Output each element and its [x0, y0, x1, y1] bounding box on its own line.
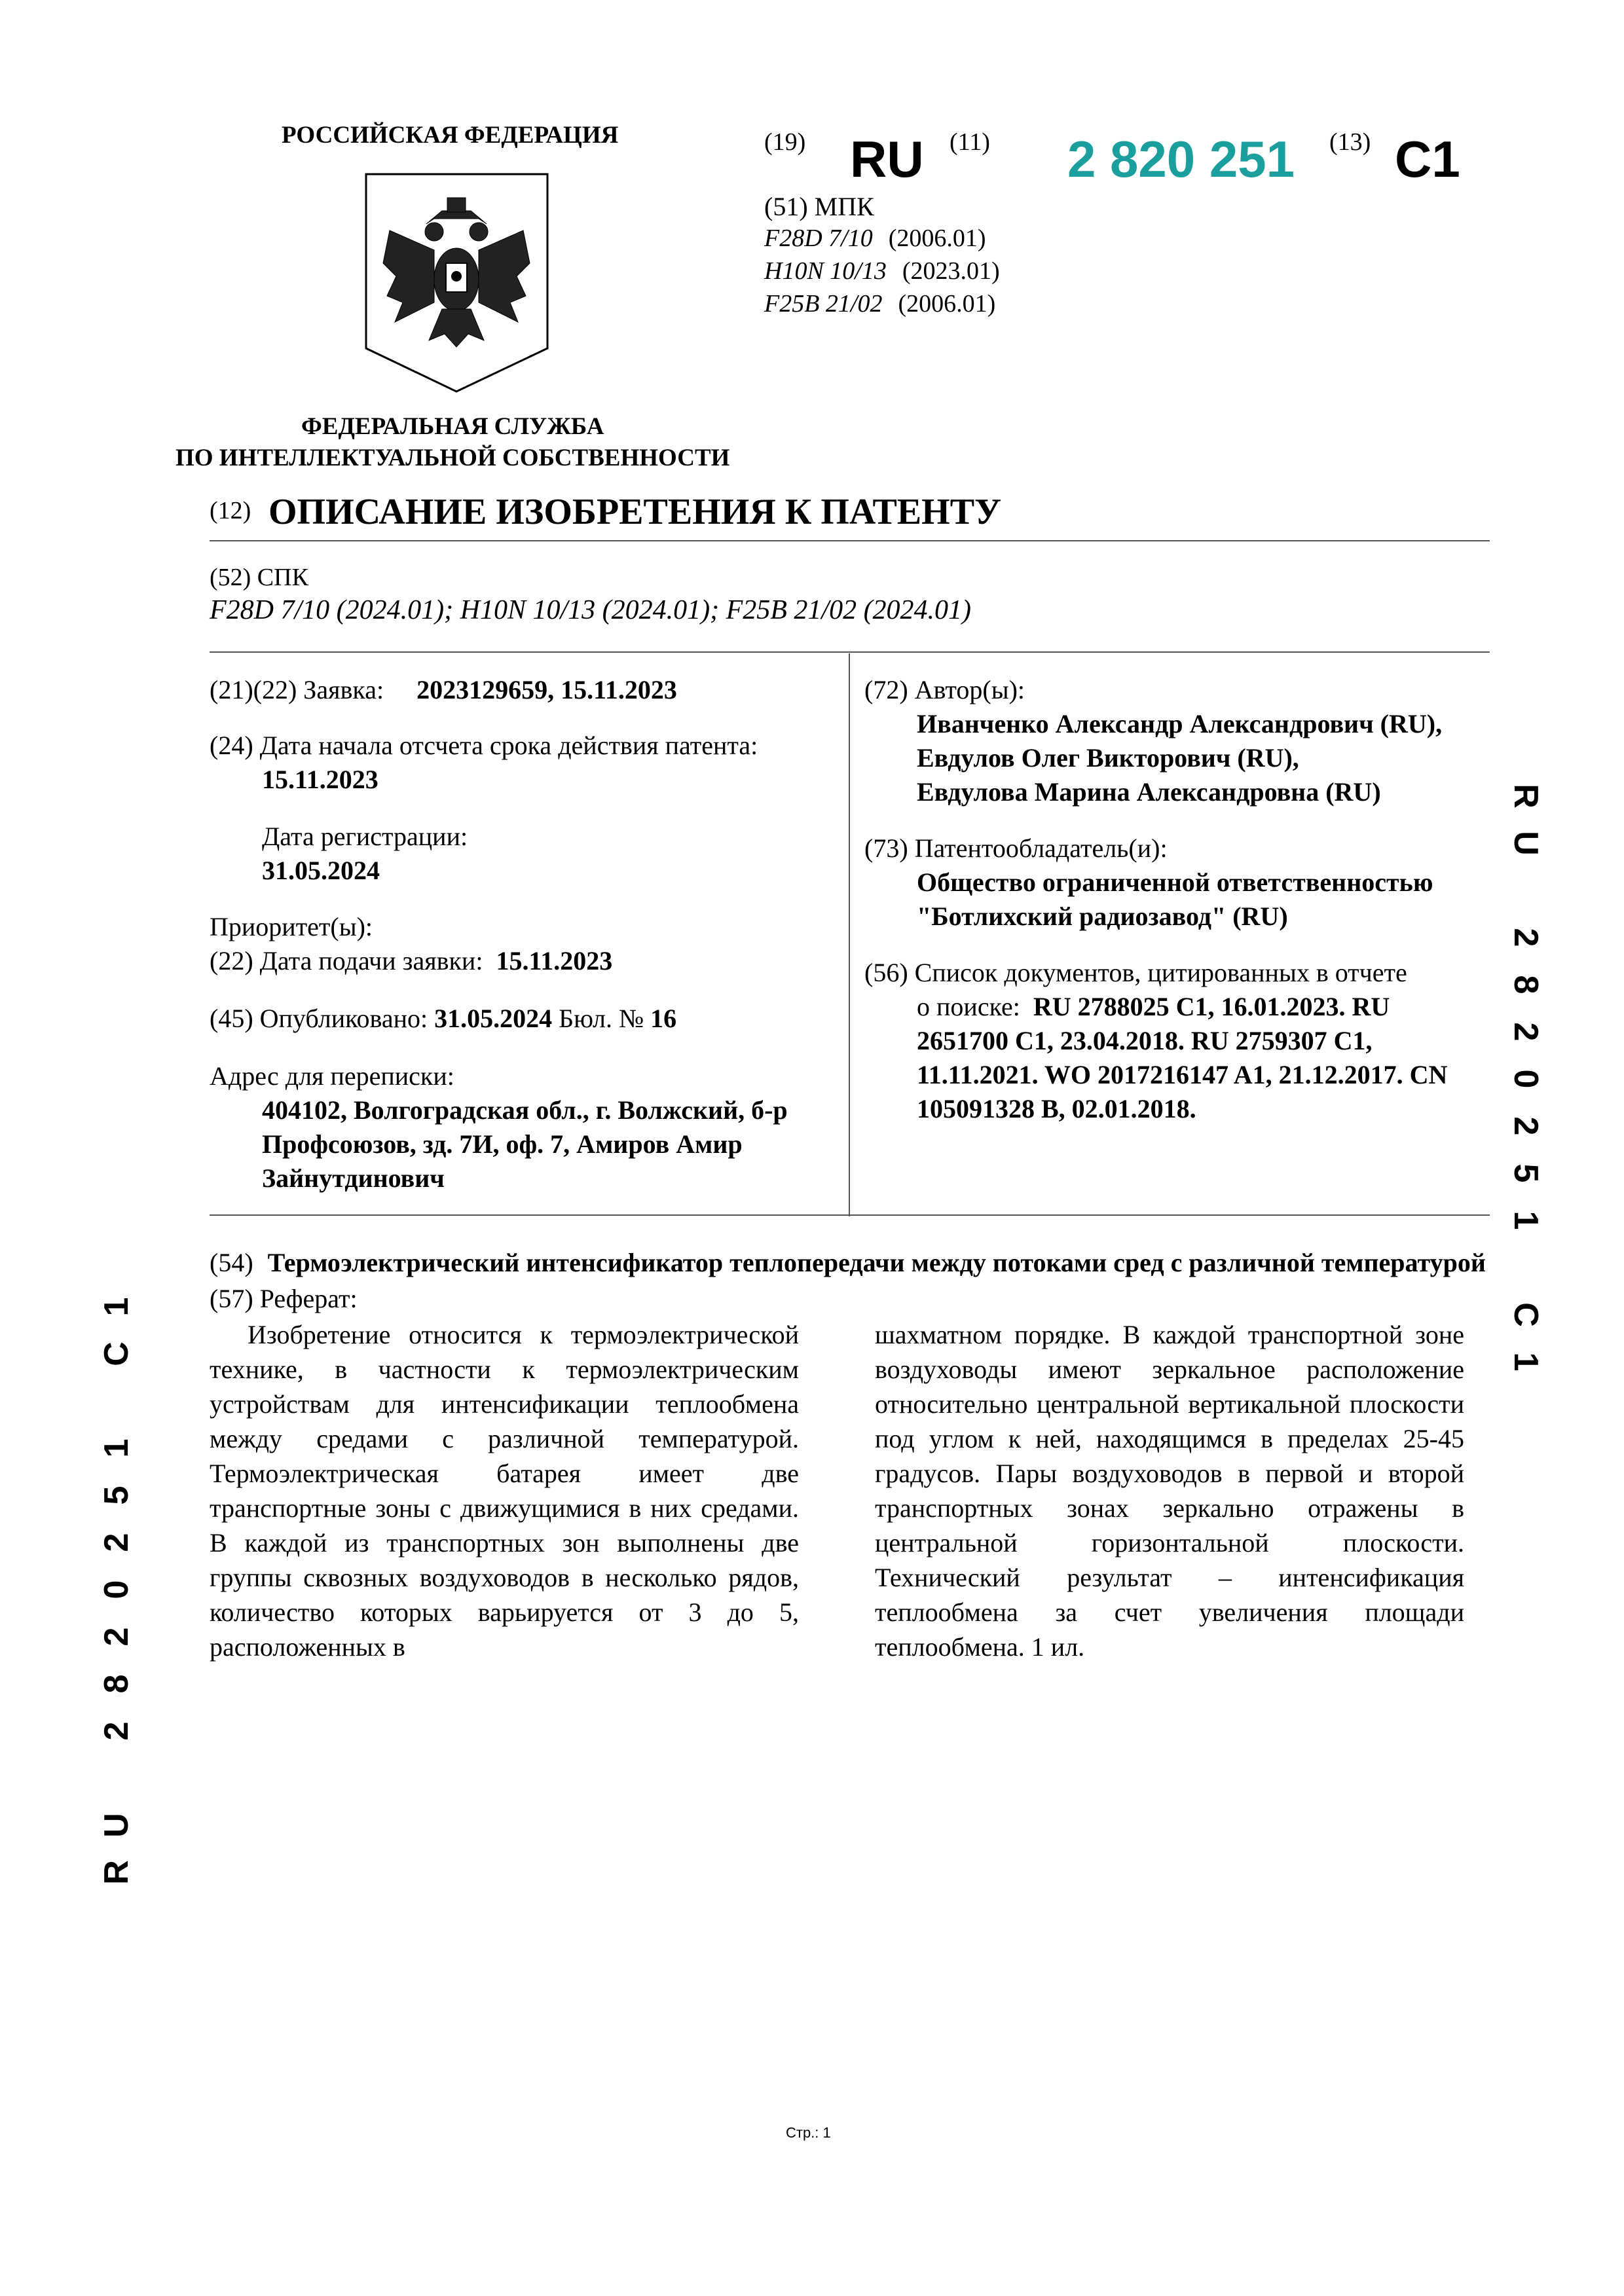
author-name: Евдулова Марина Александровна (RU) — [917, 777, 1381, 807]
divider — [210, 1214, 1490, 1216]
cited-line — [864, 990, 1390, 1024]
cited-line: 11.11.2021. WO 2017216147 A1, 21.12.2017. CN — [917, 1060, 1448, 1089]
ipc-version: (2006.01) — [898, 290, 996, 318]
divider — [210, 540, 1490, 541]
page-number: Стр.: 1 — [786, 2124, 831, 2141]
holder-label: (73) Патентообладатель(и): — [864, 833, 1168, 863]
ipc-row — [764, 289, 995, 318]
side-char — [93, 1381, 140, 1421]
abstract-column-right — [875, 1317, 1464, 1664]
side-char: C — [98, 1341, 136, 1366]
bulletin-label: Бюл. № — [559, 1004, 644, 1033]
ipc-version: (2006.01) — [888, 225, 986, 252]
ipc-row — [764, 257, 1000, 285]
patent-number: 2 820 251 — [1067, 130, 1295, 188]
abstract-label: (57) Реферат: — [210, 1284, 358, 1313]
coat-of-arms-icon — [363, 172, 550, 394]
bulletin-value: 16 — [650, 1004, 677, 1033]
authors-label: (72) Автор(ы): — [864, 675, 1025, 704]
filing-field — [210, 944, 612, 978]
doc-code: (12) — [210, 497, 251, 524]
side-char: U — [98, 1813, 136, 1838]
country-code: RU — [850, 130, 924, 188]
ipc-row — [764, 224, 986, 253]
author-name: Евдулов Олег Викторович (RU), — [917, 743, 1299, 773]
cited-line: 105091328 B, 02.01.2018. — [917, 1094, 1196, 1123]
application-field — [210, 673, 677, 707]
side-char — [93, 1758, 140, 1798]
side-char: 1 — [1507, 1352, 1545, 1372]
column-divider — [849, 653, 850, 1216]
address-line: 404102, Волгоградская обл., г. Волжский, б-р — [262, 1095, 788, 1125]
side-char: 1 — [1507, 1211, 1545, 1230]
title-text: Термоэлектрический интенсификатор теплопередачи между потоками сред с различной температурой — [267, 1248, 1486, 1277]
side-char: 0 — [1507, 1069, 1545, 1089]
divider — [210, 651, 1490, 653]
spk-codes: F28D 7/10 (2024.01); H10N 10/13 (2024.01); F25B 21/02 (2024.01) — [210, 595, 972, 625]
side-char: 8 — [1507, 975, 1545, 994]
ipc-version: (2023.01) — [902, 257, 1000, 285]
side-char — [1502, 871, 1549, 910]
side-char: R — [98, 1860, 136, 1885]
application-label: (21)(22) Заявка: — [210, 675, 384, 704]
code-19: (19) — [764, 128, 806, 156]
ipc-code: F25B 21/02 — [764, 290, 883, 318]
address-line: Зайнутдинович — [262, 1163, 445, 1193]
term-start-label: (24) Дата начала отсчета срока действия патента: — [210, 731, 758, 760]
side-code-right — [1506, 773, 1545, 1385]
document-title: ОПИСАНИЕ ИЗОБРЕТЕНИЯ К ПАТЕНТУ — [268, 492, 1002, 532]
term-start-value: 15.11.2023 — [262, 765, 378, 794]
side-char: 0 — [98, 1580, 136, 1599]
side-char: C — [1507, 1302, 1545, 1327]
published-value: 31.05.2024 — [434, 1004, 553, 1033]
ipc-label: (51) МПК — [764, 192, 874, 221]
side-char: 1 — [98, 1438, 136, 1458]
side-char: 2 — [98, 1627, 136, 1647]
abstract-text: шахматном порядке. В каждой транспортной зоне воздуховоды имеют зеркальное расположение относительно центральной вертикальной плоскости под углом к ней, находящимся в пределах 25-45 градусов. Пары воздуховодов в первой и второй транспортных зонах зеркально отражены в центральной горизонтальной плоскости. Технический результат – интенсификация теплообмена за счет увеличения площади теплообмена. 1 ил. — [875, 1320, 1464, 1662]
side-char: 2 — [98, 1533, 136, 1552]
abstract-text: Изобретение относится к термоэлектрической технике, в частности к термоэлектрическим устройствам для интенсификации теплообмена между средами с различной температурой. Термоэлектрическая батарея имеет две транспортные зоны с движущимися в них средами. В каждой из транспортных зон выполнены две группы сквозных воздуховодов в несколько рядов, количество которых варьируется от 3 до 5, расположенных в — [210, 1320, 799, 1662]
registration-value: 31.05.2024 — [262, 856, 380, 885]
side-code-left — [97, 1283, 136, 1896]
holder-line: "Ботлихский радиозавод" (RU) — [917, 902, 1288, 931]
country-name: РОССИЙСКАЯ ФЕДЕРАЦИЯ — [282, 122, 619, 149]
filing-value: 15.11.2023 — [496, 946, 613, 975]
side-char: 2 — [1507, 1022, 1545, 1042]
side-char: 2 — [98, 1721, 136, 1741]
ipc-code: F28D 7/10 — [764, 225, 873, 252]
published-label: (45) Опубликовано: — [210, 1004, 428, 1033]
spk-label: (52) СПК — [210, 564, 308, 591]
side-char: U — [1507, 831, 1545, 856]
author-name: Иванченко Александр Александрович (RU), — [917, 709, 1443, 738]
side-char: R — [1507, 784, 1545, 809]
abstract-column-left — [210, 1317, 799, 1664]
filing-label: (22) Дата подачи заявки: — [210, 946, 483, 975]
agency-name-line2: ПО ИНТЕЛЛЕКТУАЛЬНОЙ СОБСТВЕННОСТИ — [175, 445, 730, 471]
holder-line: Общество ограниченной ответственностью — [917, 867, 1433, 897]
agency-name-line1: ФЕДЕРАЛЬНАЯ СЛУЖБА — [301, 413, 604, 440]
side-char: 5 — [1507, 1163, 1545, 1183]
kind-code: C1 — [1395, 130, 1460, 188]
cited-label: (56) Список документов, цитированных в отчете — [864, 958, 1407, 987]
published-field — [210, 1002, 676, 1036]
address-label: Адрес для переписки: — [210, 1061, 454, 1091]
code-11: (11) — [950, 128, 990, 156]
cited-prefix: о поиске: — [917, 992, 1020, 1021]
cited-line: 2651700 C1, 23.04.2018. RU 2759307 C1, — [917, 1026, 1373, 1055]
code-13: (13) — [1329, 128, 1371, 156]
side-char: 8 — [98, 1674, 136, 1694]
priority-label: Приоритет(ы): — [210, 912, 373, 941]
application-value: 2023129659, 15.11.2023 — [416, 675, 677, 704]
side-char: 2 — [1507, 1116, 1545, 1136]
invention-title — [210, 1247, 1486, 1278]
side-char: 2 — [1507, 928, 1545, 947]
cited-first: RU 2788025 C1, 16.01.2023. RU — [1033, 992, 1390, 1021]
registration-label: Дата регистрации: — [262, 822, 468, 851]
address-line: Профсоюзов, зд. 7И, оф. 7, Амиров Амир — [262, 1129, 743, 1159]
ipc-code: H10N 10/13 — [764, 257, 887, 285]
side-char: 5 — [98, 1485, 136, 1505]
side-char — [1502, 1248, 1549, 1287]
title-code: (54) — [210, 1248, 253, 1277]
side-char: 1 — [98, 1297, 136, 1317]
